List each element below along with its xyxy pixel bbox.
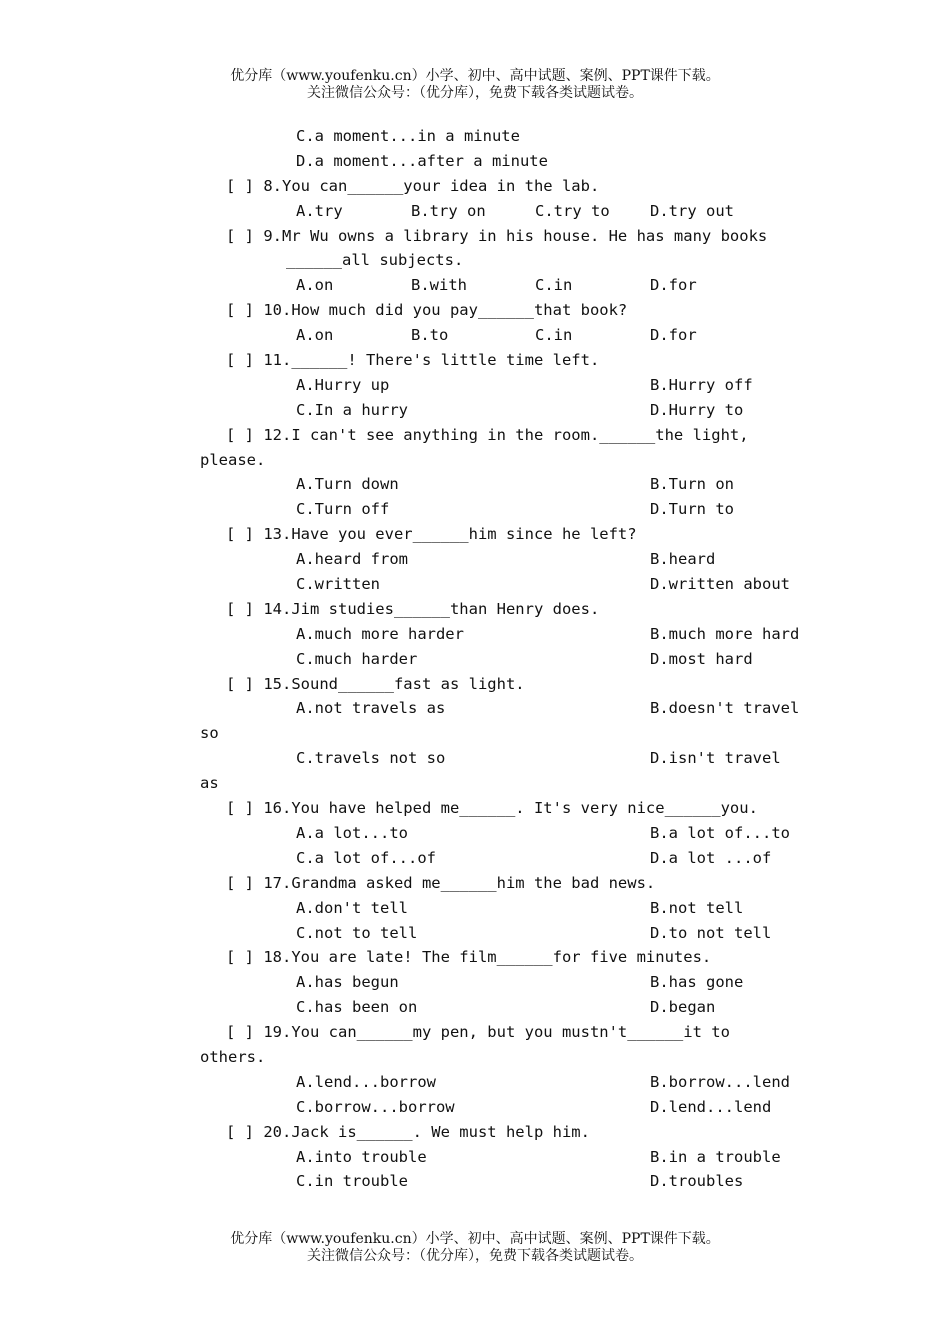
q12-stem-cont: please.: [200, 450, 266, 469]
q19-option-d: D.lend...lend: [650, 1097, 772, 1116]
q7-option-row: [0, 149, 950, 174]
q11-stem: [ ] 11.______! There's little time left.: [226, 351, 600, 370]
q7-option-row: [0, 124, 950, 149]
q7-option-c: C.a moment...in a minute: [296, 127, 520, 145]
q15-stem: [ ] 15.Sound______fast as light.: [226, 674, 525, 693]
q12-stem: [ ] 12.I can't see anything in the room.______the light,: [226, 425, 749, 444]
q11-options: [0, 373, 950, 398]
q18-option-b: B.has gone: [650, 973, 744, 992]
q8-stem: [ ] 8.You can______your idea in the lab.: [226, 176, 600, 195]
q16-option-a: A.a lot...to: [296, 823, 408, 842]
q7-option-d: D.a moment...after a minute: [296, 151, 548, 170]
q12-option-b: B.Turn on: [650, 475, 734, 494]
q9-options: [0, 273, 950, 298]
q11-option-b: B.Hurry off: [650, 375, 753, 394]
q20-option-b: B.in a trouble: [650, 1147, 781, 1166]
q18-option-c: C.has been on: [296, 998, 418, 1017]
q12-options: [0, 497, 950, 522]
q8-option-c: C.try to: [535, 201, 610, 220]
q8-option-a: A.try: [296, 201, 343, 220]
q13-option-c: C.written: [296, 575, 380, 594]
q15-options: [0, 696, 950, 721]
q15-option-b: B.doesn't travel: [650, 699, 800, 718]
q20-stem: [ ] 20.Jack is______. We must help him.: [226, 1122, 590, 1141]
q16-stem: [ ] 16.You have helped me______. It's very nice______you.: [226, 799, 758, 818]
q19-option-c: C.borrow...borrow: [296, 1097, 455, 1116]
q14-options: [0, 647, 950, 672]
q17-option-d: D.to not tell: [650, 923, 772, 942]
q15-options: [0, 746, 950, 771]
q10-options: [0, 323, 950, 348]
q15-option-a: A.not travels as: [296, 699, 446, 718]
q12-option-d: D.Turn to: [650, 500, 734, 519]
q12-option-a: A.Turn down: [296, 475, 399, 494]
q17-stem: [ ] 17.Grandma asked me______him the bad news.: [226, 873, 656, 892]
q20-option-c: C.in trouble: [296, 1172, 408, 1191]
q17-option-c: C.not to tell: [296, 923, 418, 942]
q19-stem-cont: others.: [200, 1047, 266, 1066]
q15-option-c: C.travels not so: [296, 749, 446, 768]
q17-options: [0, 921, 950, 946]
q15-option-d-cont: as: [200, 774, 219, 793]
q8-option-d: D.try out: [650, 201, 734, 220]
q12-options: [0, 472, 950, 497]
q17-option-a: A.don't tell: [296, 898, 408, 917]
q11-option-c: C.In a hurry: [296, 400, 408, 419]
page-header: [0, 68, 950, 102]
q9-option-a: A.on: [296, 276, 334, 295]
q19-options: [0, 1070, 950, 1095]
q14-stem: [ ] 14.Jim studies______than Henry does.: [226, 599, 600, 618]
q10-option-d: D.for: [650, 326, 697, 345]
q20-options: [0, 1145, 950, 1170]
q14-option-b: B.much more hard: [650, 624, 800, 643]
header-line-2: 关注微信公众号：（优分库），免费下载各类试题试卷。: [307, 85, 643, 101]
q19-options: [0, 1095, 950, 1120]
question-list: [0, 124, 950, 1194]
footer-line-2: 关注微信公众号：（优分库），免费下载各类试题试卷。: [307, 1248, 643, 1264]
q13-option-a: A.heard from: [296, 550, 408, 569]
q14-options: [0, 622, 950, 647]
q17-options: [0, 896, 950, 921]
q16-option-c: C.a lot of...of: [296, 848, 436, 867]
q9-option-b: B.with: [411, 276, 467, 295]
q8-options: [0, 199, 950, 224]
q19-option-b: B.borrow...lend: [650, 1072, 790, 1091]
q20-options: [0, 1169, 950, 1194]
q19-option-a: A.lend...borrow: [296, 1072, 436, 1091]
footer-line-1: 优分库（www.youfenku.cn）小学、初中、高中试题、案例、PPT课件下载。: [230, 1231, 720, 1247]
q11-option-a: A.Hurry up: [296, 375, 390, 394]
q16-options: [0, 821, 950, 846]
q16-option-b: B.a lot of...to: [650, 823, 790, 842]
q18-option-a: A.has begun: [296, 973, 399, 992]
q14-option-d: D.most hard: [650, 649, 753, 668]
q19-stem: [ ] 19.You can______my pen, but you mustn't______it to: [226, 1023, 730, 1042]
header-line-1: 优分库（www.youfenku.cn）小学、初中、高中试题、案例、PPT课件下载。: [230, 68, 720, 84]
q15-option-b-cont: so: [200, 724, 219, 743]
page-footer: [0, 1231, 950, 1265]
q16-option-d: D.a lot ...of: [650, 848, 772, 867]
q10-option-c: C.in: [535, 326, 573, 345]
q14-option-c: C.much harder: [296, 649, 418, 668]
q11-option-d: D.Hurry to: [650, 400, 744, 419]
q13-options: [0, 572, 950, 597]
q16-options: [0, 846, 950, 871]
q17-option-b: B.not tell: [650, 898, 744, 917]
q13-options: [0, 547, 950, 572]
q18-options: [0, 995, 950, 1020]
q9-stem: [ ] 9.Mr Wu owns a library in his house. He has many books: [226, 226, 768, 245]
q10-stem: [ ] 10.How much did you pay______that book?: [226, 301, 628, 320]
q9-stem-cont: ______all subjects.: [286, 251, 464, 270]
q18-option-d: D.began: [650, 998, 716, 1017]
q20-option-a: A.into trouble: [296, 1147, 427, 1166]
q10-option-a: A.on: [296, 326, 334, 345]
q18-stem: [ ] 18.You are late! The film______for five minutes.: [226, 948, 712, 967]
q9-option-c: C.in: [535, 276, 573, 295]
q13-stem: [ ] 13.Have you ever______him since he left?: [226, 525, 637, 544]
q14-option-a: A.much more harder: [296, 624, 464, 643]
q18-options: [0, 970, 950, 995]
q20-option-d: D.troubles: [650, 1172, 744, 1191]
q9-option-d: D.for: [650, 276, 697, 295]
q13-option-d: D.written about: [650, 575, 790, 594]
q12-option-c: C.Turn off: [296, 500, 390, 519]
q13-option-b: B.heard: [650, 550, 716, 569]
q11-options: [0, 398, 950, 423]
q10-option-b: B.to: [411, 326, 449, 345]
q8-option-b: B.try on: [411, 201, 486, 220]
q15-option-d: D.isn't travel: [650, 749, 781, 768]
